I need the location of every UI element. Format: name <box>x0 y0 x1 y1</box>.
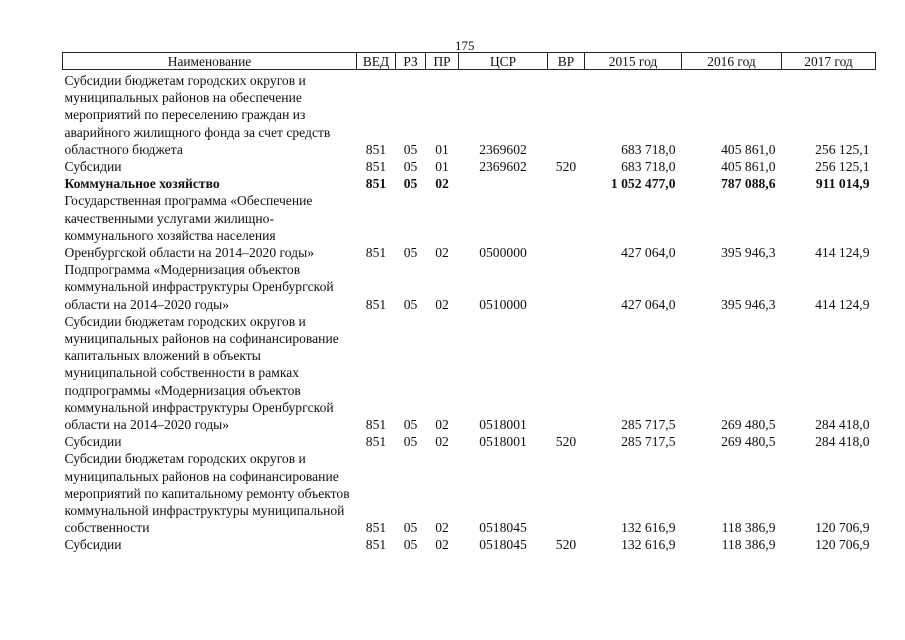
row-csr: 0518045 <box>479 537 527 553</box>
row-2017: 256 125,1 <box>815 159 870 175</box>
row-csr: 0518001 <box>479 434 527 450</box>
row-pr: 02 <box>435 417 449 433</box>
row-2016: 787 088,6 <box>721 176 776 192</box>
row-2015: 285 717,5 <box>621 434 676 450</box>
row-rz: 05 <box>403 296 418 312</box>
row-2016: 395 946,3 <box>721 296 776 312</box>
row-2017: 284 418,0 <box>815 417 870 433</box>
header-2017: 2017 год <box>782 53 876 70</box>
row-ved: 851 <box>365 537 387 553</box>
row-rz: 05 <box>403 159 418 175</box>
row-ved: 851 <box>365 417 387 433</box>
table-header-row <box>63 53 876 70</box>
row-name: Государственная программа «Обеспечение качественными услугами жилищно-коммунального хозяйства населения Оренбургской области на 2014–2020 годы» <box>64 193 315 261</box>
header-rz: РЗ <box>396 53 426 70</box>
row-rz: 05 <box>403 520 418 536</box>
row-2017: 120 706,9 <box>815 537 870 553</box>
row-csr: 2369602 <box>479 141 527 157</box>
row-ved: 851 <box>365 520 387 536</box>
row-csr: 0518001 <box>479 417 527 433</box>
row-name: Субсидии бюджетам городских округов и муниципальных районов на обеспечение мероприятий по переселению граждан из аварийного жилищного фонда за счет средств областного бюджета <box>64 73 331 157</box>
row-pr: 02 <box>435 176 449 192</box>
row-pr: 02 <box>435 537 449 553</box>
row-vr <box>548 261 585 313</box>
row-name: Субсидии <box>64 159 122 175</box>
table-row <box>63 70 876 159</box>
header-vr: ВР <box>548 53 585 70</box>
row-2015: 132 616,9 <box>621 520 676 536</box>
row-pr: 02 <box>435 520 449 536</box>
row-name: Субсидии <box>64 537 122 553</box>
row-2015: 683 718,0 <box>621 141 676 157</box>
table-row <box>63 261 876 313</box>
table-row <box>63 536 876 553</box>
row-2017: 911 014,9 <box>815 176 870 192</box>
row-2015: 427 064,0 <box>621 245 676 261</box>
row-2016: 269 480,5 <box>721 417 776 433</box>
row-vr <box>548 192 585 261</box>
row-2017: 256 125,1 <box>815 141 870 157</box>
row-2016: 269 480,5 <box>721 434 776 450</box>
row-ved: 851 <box>365 141 387 157</box>
table-row <box>63 433 876 450</box>
header-csr: ЦСР <box>459 53 548 70</box>
row-csr: 0500000 <box>479 245 527 261</box>
row-ved: 851 <box>365 159 387 175</box>
row-csr: 2369602 <box>479 159 527 175</box>
row-pr: 02 <box>435 434 449 450</box>
table-row <box>63 192 876 261</box>
row-name: Подпрограмма «Модернизация объектов коммунальной инфраструктуры Оренбургской области на 2014–2020 годы» <box>64 262 334 312</box>
row-csr: 0518045 <box>479 520 527 536</box>
row-2017: 414 124,9 <box>815 296 870 312</box>
row-pr: 02 <box>435 245 449 261</box>
page-number: 175 <box>455 38 475 53</box>
header-name: Наименование <box>63 53 357 70</box>
row-2016: 395 946,3 <box>721 245 776 261</box>
row-ved: 851 <box>365 245 387 261</box>
row-vr <box>548 313 585 433</box>
row-rz: 05 <box>403 434 418 450</box>
table-row <box>63 158 876 175</box>
row-ved: 851 <box>365 296 387 312</box>
row-vr: 520 <box>555 434 577 450</box>
row-vr <box>548 70 585 159</box>
row-name: Субсидии бюджетам городских округов и муниципальных районов на софинансирование мероприятий по капитальному ремонту объектов коммунальной инфраструктуры муниципальной собственности <box>64 451 350 536</box>
header-pr: ПР <box>426 53 459 70</box>
row-2015: 1 052 477,0 <box>610 176 676 192</box>
row-vr <box>548 175 585 192</box>
row-2016: 405 861,0 <box>721 159 776 175</box>
row-2017: 414 124,9 <box>815 245 870 261</box>
row-2016: 118 386,9 <box>721 537 776 553</box>
row-2017: 120 706,9 <box>815 520 870 536</box>
row-rz: 05 <box>403 176 418 192</box>
row-csr: 0510000 <box>479 296 527 312</box>
row-vr: 520 <box>555 537 577 553</box>
row-2015: 285 717,5 <box>621 417 676 433</box>
row-2016: 118 386,9 <box>721 520 776 536</box>
row-2015: 132 616,9 <box>621 537 676 553</box>
row-pr: 02 <box>435 296 449 312</box>
row-2015: 427 064,0 <box>621 296 676 312</box>
row-ved: 851 <box>365 176 387 192</box>
row-2015: 683 718,0 <box>621 159 676 175</box>
row-rz: 05 <box>403 245 418 261</box>
header-ved: ВЕД <box>357 53 396 70</box>
row-pr: 01 <box>435 141 449 157</box>
row-rz: 05 <box>403 141 418 157</box>
header-2016: 2016 год <box>682 53 782 70</box>
row-vr <box>548 450 585 536</box>
budget-table <box>62 52 876 554</box>
row-rz: 05 <box>403 537 418 553</box>
row-rz: 05 <box>403 417 418 433</box>
row-2017: 284 418,0 <box>815 434 870 450</box>
table-body <box>63 70 876 554</box>
row-2016: 405 861,0 <box>721 141 776 157</box>
row-ved: 851 <box>365 434 387 450</box>
row-name: Субсидии бюджетам городских округов и муниципальных районов на софинансирование капитальных вложений в объекты муниципальной собственности в рамках подпрограммы «Модернизация объектов коммунальной инфраструктуры Оренбургской области на 2014–2020 годы» <box>64 313 339 433</box>
table-row <box>63 175 876 192</box>
row-vr: 520 <box>555 159 577 175</box>
row-name: Коммунальное хозяйство <box>64 176 220 192</box>
row-name: Субсидии <box>64 434 122 450</box>
row-pr: 01 <box>435 159 449 175</box>
table-row <box>63 450 876 536</box>
table-row <box>63 313 876 433</box>
row-csr <box>459 175 548 192</box>
header-2015: 2015 год <box>585 53 682 70</box>
